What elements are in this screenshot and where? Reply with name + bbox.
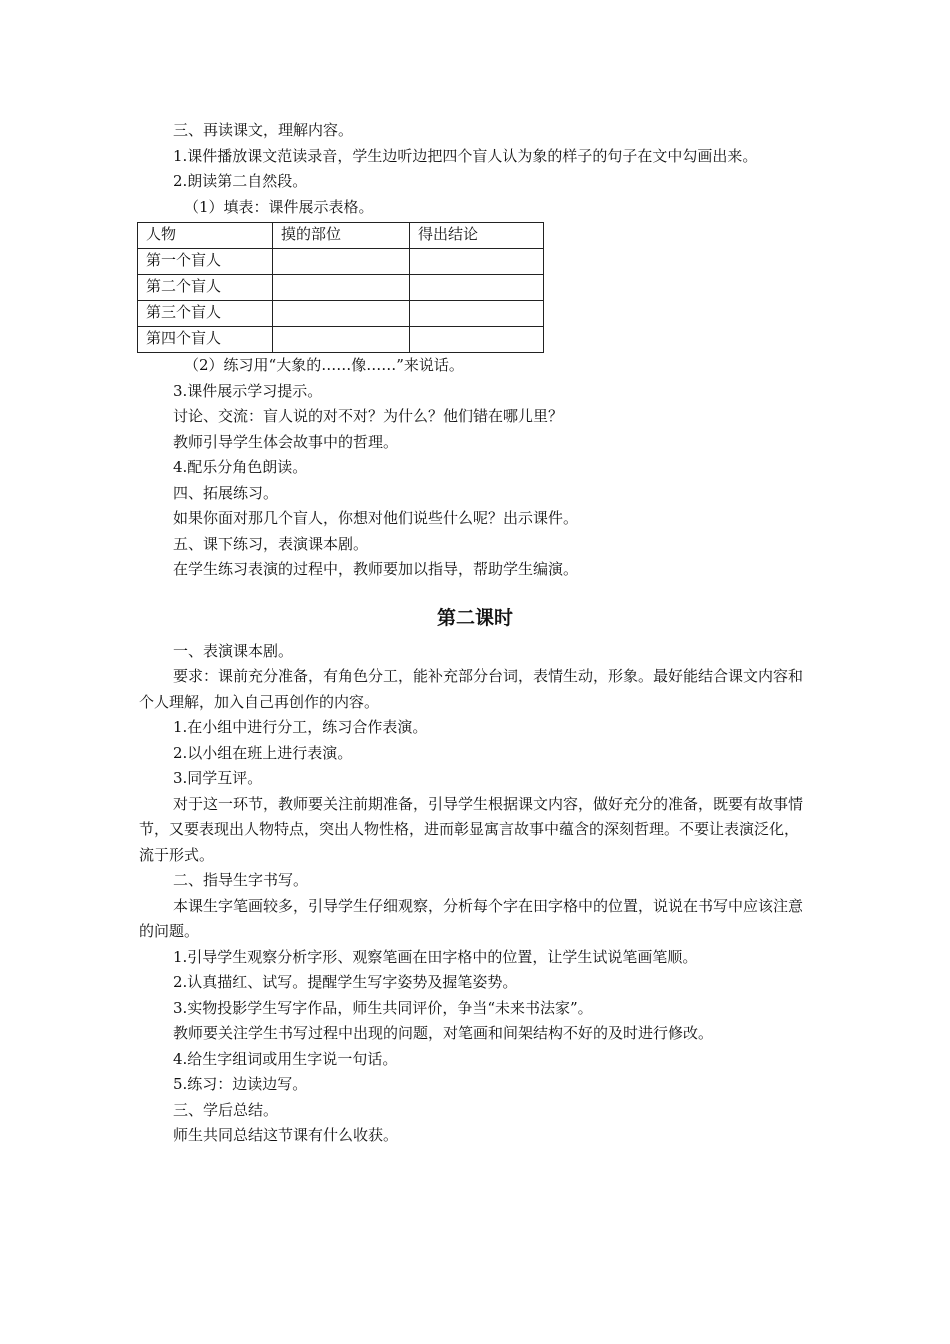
table-cell bbox=[273, 327, 410, 353]
table-cell bbox=[410, 275, 544, 301]
table-cell bbox=[410, 327, 544, 353]
table-cell bbox=[273, 275, 410, 301]
table-cell bbox=[273, 301, 410, 327]
table-row bbox=[138, 249, 544, 275]
paragraph: 师生共同总结这节课有什么收获。 bbox=[173, 1126, 399, 1144]
table-cell: 第四个盲人 bbox=[138, 327, 273, 353]
section-heading-extension: 四、拓展练习。 bbox=[173, 483, 279, 502]
paragraph: 如果你面对那几个盲人，你想对他们说些什么呢？出示课件。 bbox=[173, 509, 579, 527]
table-header-cell: 得出结论 bbox=[410, 223, 544, 249]
paragraph: （2）练习用“大象的……像……”来说话。 bbox=[184, 356, 464, 374]
table-cell bbox=[410, 249, 544, 275]
paragraph: 2.朗读第二自然段。 bbox=[173, 172, 308, 190]
paragraph: 4.给生字组词或用生字说一句话。 bbox=[173, 1049, 398, 1068]
table-row bbox=[138, 327, 544, 353]
paragraph: 1.在小组中进行分工，练习合作表演。 bbox=[173, 718, 428, 736]
fill-in-table bbox=[137, 222, 544, 353]
section-heading-homework: 五、课下练习，表演课本剧。 bbox=[173, 534, 369, 553]
paragraph: 5.练习：边读边写。 bbox=[173, 1075, 308, 1093]
table-cell bbox=[273, 249, 410, 275]
paragraph: 3.同学互评。 bbox=[173, 769, 263, 787]
paragraph: 2.认真描红、试写。提醒学生写字姿势及握笔姿势。 bbox=[173, 973, 518, 991]
paragraph: 要求：课前充分准备，有角色分工，能补充部分台词，表情生动，形象。最好能结合课文内容和个人理解，加入自己再创作的内容。 bbox=[139, 667, 804, 711]
table-cell: 第三个盲人 bbox=[138, 301, 273, 327]
paragraph: 本课生字笔画较多，引导学生仔细观察，分析每个字在田字格中的位置，说说在书写中应该注意的问题。 bbox=[139, 896, 804, 940]
table-row bbox=[138, 275, 544, 301]
table-header-cell: 人物 bbox=[138, 223, 273, 249]
paragraph: 4.配乐分角色朗读。 bbox=[173, 458, 308, 476]
table-cell: 第一个盲人 bbox=[138, 249, 273, 275]
paragraph: 3.实物投影学生写字作品，师生共同评价，争当“未来书法家”。 bbox=[173, 998, 593, 1017]
document-body bbox=[139, 118, 811, 1149]
table-header-row bbox=[138, 223, 544, 249]
lesson-title: 第二课时 bbox=[436, 606, 513, 629]
paragraph: 讨论、交流：盲人说的对不对？为什么？他们错在哪儿里？ bbox=[173, 407, 564, 425]
paragraph: 在学生练习表演的过程中，教师要加以指导，帮助学生编演。 bbox=[173, 560, 579, 578]
section-heading-writing: 二、指导生字书写。 bbox=[173, 871, 309, 889]
section-heading-perform: 一、表演课本剧。 bbox=[173, 641, 294, 660]
table-row bbox=[138, 301, 544, 327]
paragraph: 1.课件播放课文范读录音，学生边听边把四个盲人认为象的样子的句子在文中勾画出来。 bbox=[173, 146, 758, 165]
paragraph: 教师引导学生体会故事中的哲理。 bbox=[173, 432, 399, 451]
table-header-cell: 摸的部位 bbox=[273, 223, 410, 249]
section-heading-reread: 三、再读课文，理解内容。 bbox=[173, 121, 354, 139]
table-cell: 第二个盲人 bbox=[138, 275, 273, 301]
paragraph: （1）填表：课件展示表格。 bbox=[184, 197, 374, 216]
paragraph: 教师要关注学生书写过程中出现的问题，对笔画和间架结构不好的及时进行修改。 bbox=[173, 1024, 714, 1042]
paragraph: 3.课件展示学习提示。 bbox=[173, 381, 323, 400]
table-cell bbox=[410, 301, 544, 327]
section-heading-summary: 三、学后总结。 bbox=[173, 1100, 279, 1119]
paragraph: 对于这一环节，教师要关注前期准备，引导学生根据课文内容，做好充分的准备，既要有故事情节，又要表现出人物特点，突出人物性格，进而彰显寓言故事中蕴含的深刻哲理。不要让表演泛化，流于形式。 bbox=[139, 794, 804, 864]
paragraph: 1.引导学生观察分析字形、观察笔画在田字格中的位置，让学生试说笔画笔顺。 bbox=[173, 947, 698, 966]
paragraph: 2.以小组在班上进行表演。 bbox=[173, 743, 353, 762]
